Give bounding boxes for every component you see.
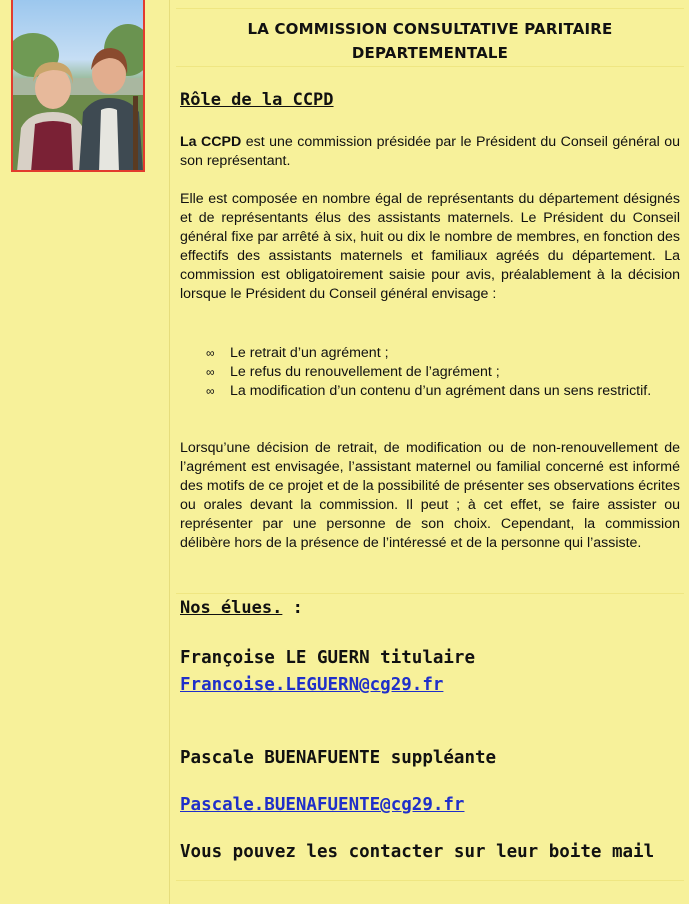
list-item-text: La modification d’un contenu d’un agrément dans un sens restrictif. — [230, 383, 652, 399]
infinity-bullet-icon: ∞ — [206, 346, 215, 360]
intro-bold: La CCPD — [180, 134, 242, 150]
list-item-text: Le retrait d’un agrément ; — [230, 345, 389, 361]
section-title-elues-suffix: : — [282, 598, 303, 618]
header-line-2: DEPARTEMENTALE — [351, 44, 509, 62]
left-column — [0, 0, 160, 904]
section-title-role: Rôle de la CCPD — [180, 90, 334, 110]
column-divider — [169, 0, 170, 904]
elue-2-email-link[interactable]: Pascale.BUENAFUENTE@cg29.fr — [180, 795, 465, 815]
infinity-bullet-icon: ∞ — [206, 365, 215, 379]
divider — [176, 880, 684, 881]
list-item-text: Le refus du renouvellement de l’agrément ; — [230, 364, 500, 380]
page-header — [180, 17, 680, 65]
list-item — [180, 344, 680, 363]
intro-paragraph — [180, 133, 680, 171]
composition-paragraph: Elle est composée en nombre égal de représentants du département désignés et de représentants élus des assistants maternels. Le Président du Conseil général fixe par arrêté à six, huit ou dix le nombre de membres, en fonction des effectifs des assistants maternels et familiaux agréés du département. La commission est obligatoirement saisie pour avis, préalablement à la décision lorsque le Président du Conseil général envisage : — [180, 191, 680, 302]
decision-paragraph: Lorsqu’une décision de retrait, de modification ou de non-renouvellement de l’agrément est envisagée, l’assistant maternel ou familial concerné est informé des motifs de ce projet et de la possibilité de présenter ses observations écrites ou orales devant la commission. Il peut ; à cet effet, se faire assister ou représenter par une personne de son choix. Cependant, la commission délibère hors de la présence de l’intéressé et de la personne qui l’assiste. — [180, 440, 680, 551]
divider — [176, 66, 684, 67]
section-title-elues — [180, 598, 303, 618]
list-item — [180, 382, 680, 401]
header-line-1: LA COMMISSION CONSULTATIVE PARITAIRE — [247, 20, 613, 38]
photo-illustration — [13, 0, 145, 172]
photo-elues — [11, 0, 145, 172]
divider — [176, 593, 684, 594]
list-item — [180, 363, 680, 382]
elue-1-email-link[interactable]: Francoise.LEGUERN@cg29.fr — [180, 675, 444, 695]
contact-line: Vous pouvez les contacter sur leur boite mail — [180, 842, 655, 862]
elue-1-name: Françoise LE GUERN titulaire — [180, 648, 476, 668]
infinity-bullet-icon: ∞ — [206, 384, 215, 398]
intro-text: est une commission présidée par le Président du Conseil général ou son représentant. — [180, 134, 680, 169]
section-title-elues-text: Nos élues. — [180, 598, 283, 618]
elue-2-name: Pascale BUENAFUENTE suppléante — [180, 748, 497, 768]
divider — [176, 8, 684, 9]
bullet-list — [180, 344, 680, 401]
